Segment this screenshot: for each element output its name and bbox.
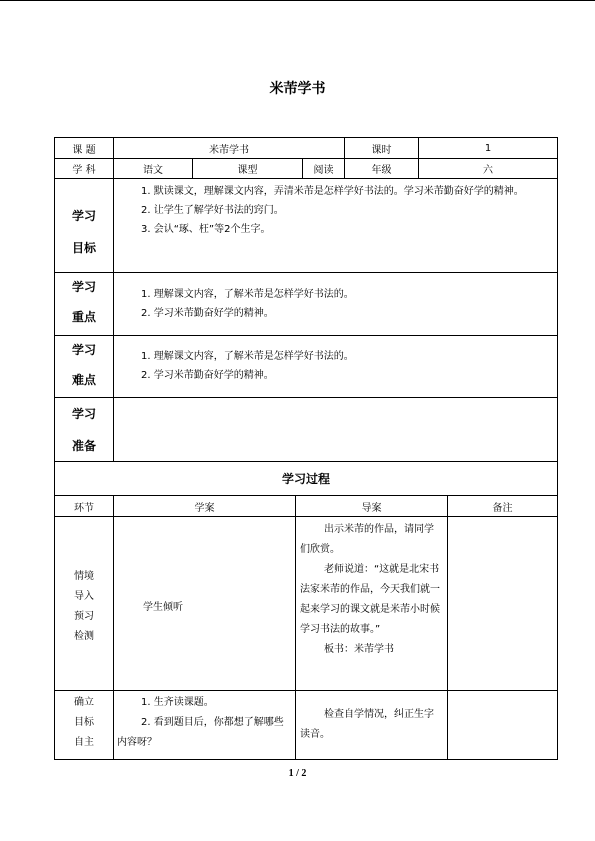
difficulty-item: 1. 理解课文内容，了解米芾是怎样学好书法的。 — [141, 351, 354, 362]
page-top-rule — [0, 0, 595, 1]
difficulties-label: 学习 难点 — [71, 343, 96, 387]
grade-label: 年级 — [371, 165, 392, 176]
teacher-plan-cell: 出示米芾的作品，请同学们欣赏。 老师说道：“这就是北宋书法家米芾的作品，今天我们就一起来学习的课文就是米芾小时候学习书法的故事。” 板书：米芾学书 — [300, 524, 440, 655]
teacher-plan-cell: 检查自学情况，纠正生字读音。 — [300, 709, 434, 740]
difficulty-item: 2. 学习米芾勤奋好学的精神。 — [141, 370, 274, 381]
column-header-student-plan: 学案 — [194, 502, 215, 514]
key-points-content — [141, 288, 551, 326]
key-point-item: 1. 理解课文内容，了解米芾是怎样学好书法的。 — [141, 289, 354, 300]
goals-label: 学习 目标 — [71, 209, 96, 255]
process-heading: 学习过程 — [281, 472, 330, 486]
key-point-item: 2. 学习米芾勤奋好学的精神。 — [141, 308, 274, 319]
type-label: 课型 — [237, 165, 258, 176]
subject-value: 语文 — [143, 165, 163, 176]
stage-cell: 情境 导入 预习 检测 — [74, 571, 94, 642]
goals-content — [117, 185, 553, 242]
student-plan-cell: 1. 生齐读课题。 2. 看到题目后，你都想了解哪些内容呀？ — [117, 697, 284, 748]
column-header-remarks: 备注 — [492, 502, 513, 514]
subject-label: 学 科 — [72, 165, 96, 176]
preparation-label: 学习 准备 — [71, 407, 96, 453]
document-title: 米芾学书 — [269, 81, 326, 97]
hours-value: 1 — [484, 142, 492, 154]
key-points-label: 学习 重点 — [71, 280, 96, 324]
lesson-label: 课 题 — [72, 144, 96, 156]
type-value: 阅读 — [313, 165, 334, 176]
difficulties-content — [141, 350, 551, 388]
stage-cell: 确立 目标 自主 — [74, 697, 94, 748]
student-plan-cell: 学生倾听 — [143, 602, 183, 613]
goal-item: 1. 默读课文，理解课文内容，弄清米芾是怎样学好书法的。学习米芾勤奋好学的精神。 — [141, 186, 524, 197]
goal-item: 2. 让学生了解学好书法的窍门。 — [141, 205, 284, 216]
hours-label: 课时 — [371, 144, 392, 156]
goal-item: 3. 会认“琢、枉”等2个生字。 — [141, 224, 271, 235]
column-header-teacher-plan: 导案 — [361, 502, 382, 514]
column-header-stage: 环节 — [74, 502, 94, 514]
page-indicator: 1 / 2 — [288, 768, 307, 779]
grade-value: 六 — [483, 165, 493, 176]
lesson-value: 米芾学书 — [209, 144, 249, 156]
